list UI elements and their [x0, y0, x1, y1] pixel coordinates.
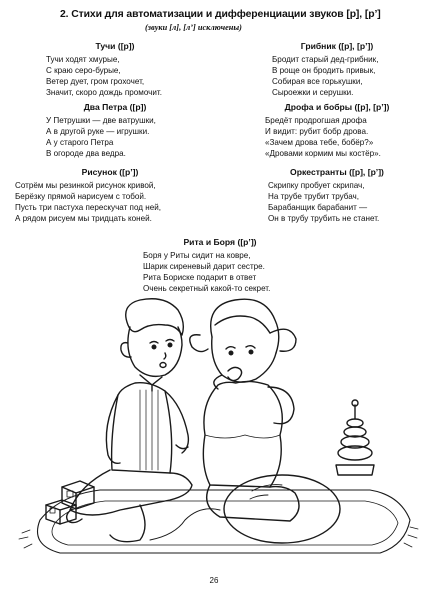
poem-title: Тучи ([р]): [95, 41, 135, 51]
poem-line: Берёзку прямой нарисуем с тобой.: [15, 192, 147, 201]
poem-dva-petra: [40, 102, 190, 159]
pyramid-toy: [336, 400, 374, 475]
poem-line: Он в трубу трубить не станет.: [268, 214, 380, 223]
poem-line: А рядом рисуем мы тридцать коней.: [15, 214, 152, 223]
poem-line: Пусть три пастуха перескучат под ней,: [15, 203, 161, 212]
poem-line: Тучи ходят хмурые,: [46, 55, 120, 64]
toy-blocks: [46, 481, 94, 524]
poem-risunok: [15, 167, 205, 224]
poem-line: Бредёт продрогшая дрофа: [265, 116, 367, 125]
balloon: [224, 475, 340, 543]
poem-line: И видит: рубит бобр дрова.: [265, 127, 369, 136]
children-illustration: [0, 295, 428, 565]
poem-line: Ветер дует, гром грохочет,: [46, 77, 145, 86]
toy-cord: [150, 509, 220, 540]
poem-tuchi: [40, 41, 190, 98]
poem-line: На трубе трубит трубач,: [268, 192, 360, 201]
poem-title: Грибник ([р], [р’]): [300, 41, 374, 51]
girl-figure: [190, 299, 299, 521]
poem-line: Собирая все горькушки,: [272, 77, 363, 86]
poem-orkestranty: [262, 167, 412, 224]
poem-title: Оркестранты ([р], [р’]): [290, 167, 384, 177]
poem-line: Скрипку пробует скрипач,: [268, 181, 365, 190]
poem-line: Значит, скоро дождь промочит.: [46, 88, 162, 97]
poem-line: В роще он бродить привык,: [272, 66, 376, 75]
poem-line: А у старого Петра: [46, 138, 114, 147]
poem-title: Рита и Боря ([р’]): [183, 237, 257, 247]
poem-line: «Дровами кормим мы костёр».: [265, 149, 381, 158]
poem-line: А в другой руке — игрушки.: [46, 127, 150, 136]
poem-line: В огороде два ведра.: [46, 149, 126, 158]
poem-line: У Петрушки — две ватрушки,: [46, 116, 156, 125]
poem-title: Дрофа и бобры ([р], [р’]): [284, 102, 390, 112]
poem-line: Сотрём мы резинкой рисунок кривой,: [15, 181, 156, 190]
poem-drofa-i-bobry: [262, 102, 412, 159]
section-subheading: (звуки [л], [л’] исключены): [145, 23, 242, 32]
section-heading: 2. Стихи для автоматизации и дифференциации звуков [р], [р’]: [60, 9, 381, 20]
page-number: 26: [209, 576, 219, 585]
poem-line: Бродит старый дед-грибник,: [272, 55, 379, 64]
poem-line: Очень секретный какой-то секрет.: [143, 284, 271, 293]
poem-line: Боря у Риты сидит на ковре,: [143, 251, 251, 260]
poem-line: С краю серо-бурые,: [46, 66, 121, 75]
poem-title: Рисунок ([р’]): [81, 167, 139, 177]
poem-line: Сыроежки и серушки.: [272, 88, 354, 97]
poem-line: Барабанщик барабанит —: [268, 203, 368, 212]
poem-gribnik: [262, 41, 412, 98]
poem-line: «Зачем дрова тебе, бобёр?»: [265, 138, 374, 147]
poem-title: Два Петра ([р]): [83, 102, 147, 112]
poem-rita-i-borya: [135, 237, 305, 294]
poem-line: Шарик сиреневый дарит сестре.: [143, 262, 265, 271]
poem-line: Рита Бориске подарит в ответ: [143, 273, 257, 282]
